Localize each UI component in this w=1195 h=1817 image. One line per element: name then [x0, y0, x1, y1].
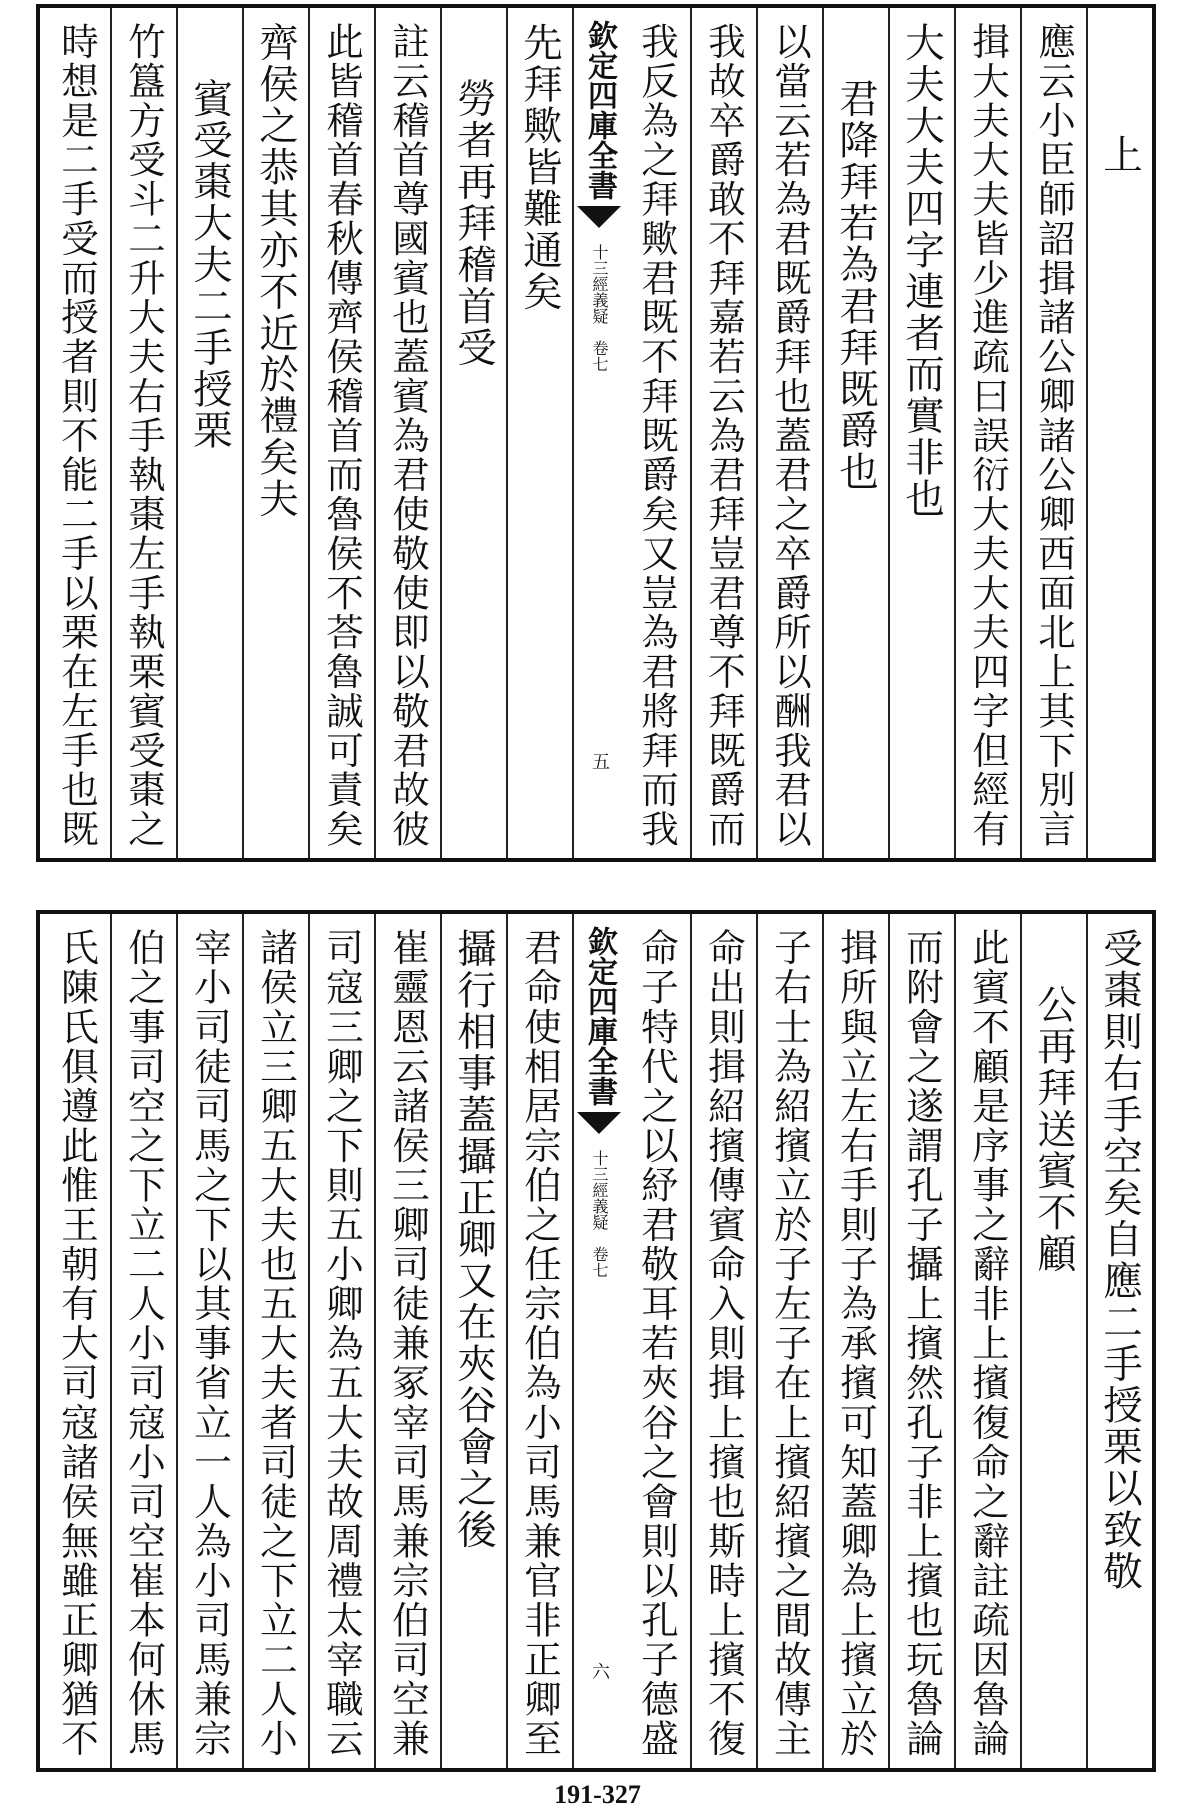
column-text: 竹簋方受斗二升大夫右手執棗左手執栗賓受棗之 — [122, 22, 166, 849]
column-text: 司寇三卿之下則五小卿為五大夫故周禮太宰職云 — [320, 928, 364, 1759]
text-column — [1086, 914, 1152, 1768]
text-column — [374, 914, 440, 1768]
gutter-title: 欽定四庫全書 — [582, 20, 617, 200]
column-text: 而附會之遂謂孔子攝上擯然孔子非上擯也玩魯論 — [900, 928, 944, 1759]
column-text: 揖所與立左右手則子為承擯可知蓋卿為上擯立於 — [834, 928, 878, 1759]
column-text: 以當云若為君既爵拜也蓋君之卒爵所以酬我君以 — [768, 22, 812, 849]
top-right-columns — [624, 8, 1152, 858]
top-gutter — [572, 8, 624, 858]
column-text: 諸侯立三卿五大夫也五大夫者司徒之下立二人小 — [254, 928, 298, 1759]
text-column — [44, 914, 110, 1768]
column-text: 子右士為紹擯立於子左子在上擯紹擯之間故傳主 — [768, 928, 812, 1759]
top-left-columns — [44, 8, 572, 858]
text-column — [440, 8, 506, 858]
text-column — [44, 8, 110, 858]
column-text: 命出則揖紹擯傳賓命入則揖上擯也斯時上擯不復 — [702, 928, 746, 1759]
column-text: 攝行相事蓋攝正卿又在夾谷會之後 — [451, 928, 497, 1551]
text-column — [690, 8, 756, 858]
column-text: 時想是二手受而授者則不能二手以栗在左手也既 — [55, 22, 99, 849]
fish-tail-icon — [577, 1112, 621, 1134]
gutter-page-number: 五 — [589, 752, 610, 770]
bottom-right-columns — [624, 914, 1152, 1768]
column-text: 勞者再拜稽首受 — [451, 78, 497, 369]
column-text: 宰小司徒司馬之下以其事省立一人為小司馬兼宗 — [188, 928, 232, 1759]
gutter-subtitle: 十三經義疑 卷七 — [590, 244, 609, 372]
gutter-subtitle: 十三經義疑 卷七 — [590, 1150, 609, 1278]
text-column — [176, 8, 242, 858]
column-text: 上 — [1097, 134, 1143, 176]
column-text: 氏陳氏俱遵此惟王朝有大司寇諸侯無雖正卿猶不 — [55, 928, 99, 1759]
text-column — [822, 914, 888, 1768]
column-text: 我故卒爵敢不拜嘉若云為君拜豈君尊不拜既爵而 — [702, 22, 746, 849]
text-column — [506, 914, 572, 1768]
text-column — [242, 914, 308, 1768]
gutter-page-number: 六 — [589, 1662, 610, 1680]
text-column — [888, 8, 954, 858]
footer-page-number: 191-327 — [554, 1780, 641, 1809]
text-column — [954, 8, 1020, 858]
text-column — [440, 914, 506, 1768]
fish-tail-icon — [577, 206, 621, 228]
text-column — [624, 8, 690, 858]
column-text: 命子特代之以紓君敬耳若夾谷之會則以孔子德盛 — [635, 928, 679, 1759]
column-text: 先拜歟皆難通矣 — [517, 22, 563, 313]
column-text: 君降拜若為君拜既爵也 — [833, 78, 879, 493]
column-text: 揖大夫大夫皆少進疏曰誤衍大夫大夫四字但經有 — [966, 22, 1010, 849]
text-column — [690, 914, 756, 1768]
column-text: 此皆稽首春秋傳齊侯稽首而魯侯不荅魯誠可責矣 — [320, 22, 364, 849]
column-text: 伯之事司空之下立二人小司寇小司空崔本何休馬 — [122, 928, 166, 1759]
column-text: 我反為之拜歟君既不拜既爵矣又豈為君將拜而我 — [635, 22, 679, 849]
column-text: 大夫大夫四字連者而實非也 — [899, 22, 945, 520]
text-column — [506, 8, 572, 858]
bottom-left-columns — [44, 914, 572, 1768]
text-column — [756, 8, 822, 858]
text-column — [1086, 8, 1152, 858]
text-column — [954, 914, 1020, 1768]
bottom-page — [36, 910, 1156, 1772]
text-column — [624, 914, 690, 1768]
column-text: 受棗則右手空矣自應二手授栗以致敬 — [1097, 928, 1143, 1593]
column-text: 齊侯之恭其亦不近於禮矣夫 — [253, 22, 299, 520]
column-text: 崔靈恩云諸侯三卿司徒兼冢宰司馬兼宗伯司空兼 — [386, 928, 430, 1759]
text-column — [1020, 8, 1086, 858]
text-column — [308, 914, 374, 1768]
column-text: 註云稽首尊國賓也蓋賓為君使敬使即以敬君故彼 — [386, 22, 430, 849]
column-text: 此賓不顧是序事之辭非上擯復命之辭註疏因魯論 — [966, 928, 1010, 1759]
text-column — [308, 8, 374, 858]
column-text: 君命使相居宗伯之任宗伯為小司馬兼官非正卿至 — [518, 928, 562, 1759]
text-column — [1020, 914, 1086, 1768]
text-column — [242, 8, 308, 858]
text-column — [374, 8, 440, 858]
column-text: 賓受棗大夫二手授栗 — [187, 78, 233, 452]
text-column — [888, 914, 954, 1768]
text-column — [110, 914, 176, 1768]
text-column — [756, 914, 822, 1768]
text-column — [176, 914, 242, 1768]
bottom-gutter — [572, 914, 624, 1768]
column-text: 公再拜送賓不顧 — [1031, 984, 1077, 1275]
text-column — [822, 8, 888, 858]
top-page — [36, 4, 1156, 862]
column-text: 應云小臣師詔揖諸公卿諸公卿西面北上其下別言 — [1032, 22, 1076, 849]
text-column — [110, 8, 176, 858]
gutter-title: 欽定四庫全書 — [582, 926, 617, 1106]
